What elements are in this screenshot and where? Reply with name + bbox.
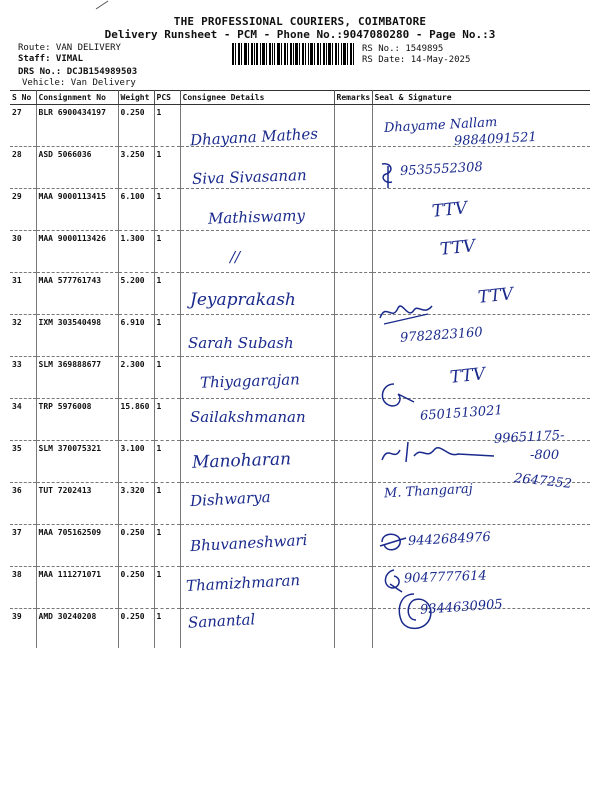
handwritten-signature: TTV — [449, 364, 487, 388]
table-row — [10, 483, 590, 525]
sno-cell: 31 — [10, 273, 36, 315]
pcs-cell: 1 — [154, 189, 180, 231]
signature-scribble — [378, 436, 498, 466]
sno-cell: 37 — [10, 525, 36, 567]
table-row — [10, 315, 590, 357]
pcs-cell: 1 — [154, 147, 180, 189]
remarks-cell — [334, 105, 372, 147]
signature-scribble — [378, 528, 408, 558]
handwritten-signature: 2647252 — [513, 471, 573, 492]
column-header-remarks: Remarks — [334, 91, 372, 105]
column-header-consignment: Consignment No — [36, 91, 118, 105]
weight-cell: 0.250 — [118, 567, 154, 609]
remarks-cell — [334, 441, 372, 483]
pcs-cell: 1 — [154, 273, 180, 315]
pcs-cell: 1 — [154, 525, 180, 567]
pcs-cell: 1 — [154, 231, 180, 273]
column-header-pcs: PCS — [154, 91, 180, 105]
table-row — [10, 441, 590, 483]
handwritten-consignee-name: Jeyaprakash — [190, 290, 296, 310]
consignment-cell: MAA 9000113415 — [36, 189, 118, 231]
weight-cell: 0.250 — [118, 525, 154, 567]
seal-cell — [372, 189, 590, 231]
pcs-cell: 1 — [154, 315, 180, 357]
table-row — [10, 231, 590, 273]
handwritten-signature: 9782823160 — [399, 325, 484, 346]
handwritten-signature: 99651175- — [493, 428, 565, 447]
pcs-cell: 1 — [154, 105, 180, 147]
sno-cell: 27 — [10, 105, 36, 147]
handwritten-signature: TTV — [431, 198, 469, 222]
weight-cell: 6.910 — [118, 315, 154, 357]
pcs-cell: 1 — [154, 567, 180, 609]
pcs-cell: 1 — [154, 483, 180, 525]
remarks-cell — [334, 315, 372, 357]
handwritten-consignee-name: Thamizhmaran — [185, 571, 301, 595]
weight-cell: 2.300 — [118, 357, 154, 399]
handwritten-consignee-name: Manoharan — [191, 449, 292, 473]
signature-scribble — [376, 378, 416, 412]
remarks-cell — [334, 147, 372, 189]
remarks-cell — [334, 525, 372, 567]
pen-mark — [95, 0, 109, 10]
weight-cell: 5.200 — [118, 273, 154, 315]
remarks-cell — [334, 357, 372, 399]
handwritten-signature: TTV — [477, 284, 515, 308]
handwritten-consignee-name: Sarah Subash — [188, 334, 294, 352]
weight-cell: 6.100 — [118, 189, 154, 231]
consignment-cell: TRP 5976008 — [36, 399, 118, 441]
sno-cell: 29 — [10, 189, 36, 231]
route-label: Route: VAN DELIVERY — [18, 43, 121, 53]
column-header-consignee: Consignee Details — [180, 91, 334, 105]
sno-cell: 32 — [10, 315, 36, 357]
consignment-cell: TUT 7202413 — [36, 483, 118, 525]
pcs-cell: 1 — [154, 399, 180, 441]
handwritten-consignee-name: Bhuvaneshwari — [189, 530, 308, 556]
handwritten-signature: 9884091521 — [453, 129, 538, 150]
handwritten-signature: 9535552308 — [399, 159, 484, 180]
column-header-weight: Weight — [118, 91, 154, 105]
consignment-cell: IXM 303540498 — [36, 315, 118, 357]
sno-cell: 33 — [10, 357, 36, 399]
handwritten-signature: Dhayame Nallam — [383, 115, 498, 136]
handwritten-signature: TTV — [439, 236, 477, 260]
table-header-row — [10, 91, 590, 105]
handwritten-signature: -800 — [530, 448, 560, 463]
consignment-cell: SLM 370075321 — [36, 441, 118, 483]
drs-number: DRS No.: DCJB154989503 — [18, 67, 138, 77]
consignee-cell — [180, 231, 334, 273]
sno-cell: 38 — [10, 567, 36, 609]
vehicle-label: Vehicle: Van Delivery — [22, 78, 136, 88]
consignment-cell: MAA 9000113426 — [36, 231, 118, 273]
barcode — [232, 43, 354, 65]
handwritten-signature: 9344630905 — [419, 597, 504, 618]
signature-scribble — [392, 590, 436, 634]
remarks-cell — [334, 273, 372, 315]
weight-cell: 3.320 — [118, 483, 154, 525]
remarks-cell — [334, 189, 372, 231]
consignment-cell: MAA 111271071 — [36, 567, 118, 609]
signature-scribble — [378, 298, 434, 328]
remarks-cell — [334, 567, 372, 609]
sno-cell: 28 — [10, 147, 36, 189]
weight-cell: 0.250 — [118, 105, 154, 147]
handwritten-signature: 9442684976 — [407, 529, 492, 550]
consignment-cell: MAA 577761743 — [36, 273, 118, 315]
consignment-cell: SLM 369888677 — [36, 357, 118, 399]
handwritten-consignee-name: Sanantal — [187, 610, 256, 632]
weight-cell: 1.300 — [118, 231, 154, 273]
consignment-cell: MAA 705162509 — [36, 525, 118, 567]
handwritten-consignee-name: Dhayana Mathes — [189, 124, 319, 150]
column-header-seal: Seal & Signature — [372, 91, 590, 105]
remarks-cell — [334, 609, 372, 649]
sno-cell: 30 — [10, 231, 36, 273]
consignment-cell: ASD 5066036 — [36, 147, 118, 189]
weight-cell: 3.250 — [118, 147, 154, 189]
table-row — [10, 609, 590, 649]
pcs-cell: 1 — [154, 441, 180, 483]
remarks-cell — [334, 483, 372, 525]
pcs-cell: 1 — [154, 357, 180, 399]
weight-cell: 3.100 — [118, 441, 154, 483]
handwritten-signature: 6501513021 — [419, 403, 504, 424]
handwritten-consignee-name: Mathiswamy — [207, 206, 306, 228]
sno-cell: 35 — [10, 441, 36, 483]
signature-scribble — [378, 160, 400, 190]
seal-cell — [372, 231, 590, 273]
handwritten-signature: M. Thangaraj — [383, 481, 474, 502]
handwritten-consignee-name: Dishwarya — [189, 487, 271, 511]
handwritten-signature: 9047777614 — [403, 568, 487, 587]
weight-cell: 15.860 — [118, 399, 154, 441]
rs-date: RS Date: 14-May-2025 — [362, 55, 471, 65]
handwritten-consignee-name: Siva Sivasanan — [191, 166, 307, 188]
staff-label: Staff: VIMAL — [18, 54, 84, 64]
sno-cell: 36 — [10, 483, 36, 525]
table-row — [10, 357, 590, 399]
rs-number: RS No.: 1549895 — [362, 44, 444, 54]
sno-cell: 39 — [10, 609, 36, 649]
consignment-cell: BLR 6900434197 — [36, 105, 118, 147]
remarks-cell — [334, 231, 372, 273]
handwritten-consignee-name: // — [230, 248, 241, 266]
runsheet-subtitle: Delivery Runsheet - PCM - Phone No.:9047080280 - Page No.:3 — [104, 28, 496, 41]
remarks-cell — [334, 399, 372, 441]
company-title: THE PROFESSIONAL COURIERS, COIMBATORE — [173, 15, 427, 28]
sno-cell: 34 — [10, 399, 36, 441]
consignment-cell: AMD 30240208 — [36, 609, 118, 649]
weight-cell: 0.250 — [118, 609, 154, 649]
handwritten-consignee-name: Sailakshmanan — [190, 408, 306, 426]
handwritten-consignee-name: Thiyagarajan — [199, 370, 301, 392]
column-header-sno: S No — [10, 91, 36, 105]
pcs-cell: 1 — [154, 609, 180, 649]
